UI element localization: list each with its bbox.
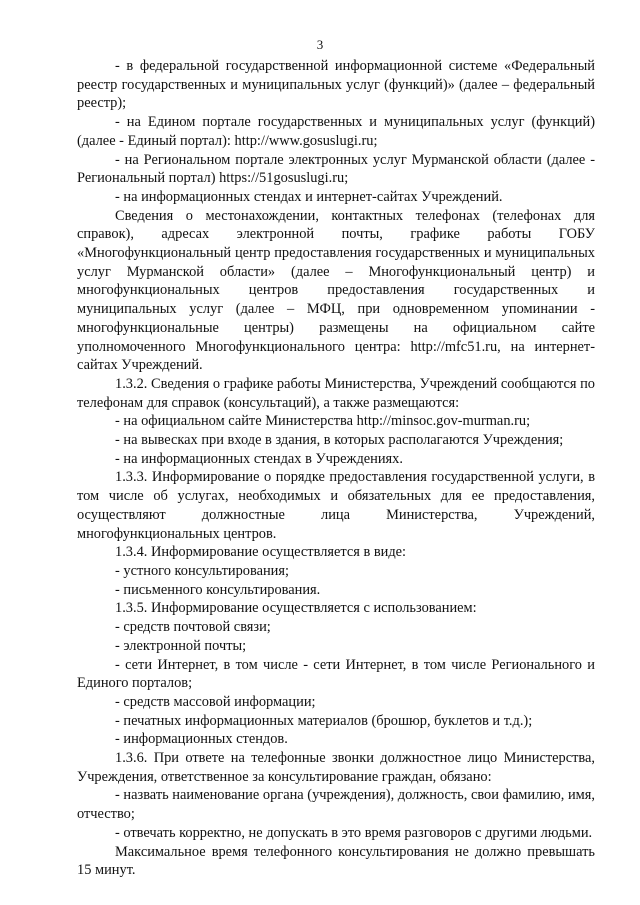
paragraph: - письменного консультирования. [115,581,321,598]
paragraph: - печатных информационных материалов (брошюр, буклетов и т.д.); [115,712,533,729]
paragraph: - средств почтовой связи; [115,619,271,636]
paragraph: - средств массовой информации; [115,693,316,710]
paragraph: - назвать наименование органа (учреждения), должность, свои фамилию, имя, отчество; [77,787,595,823]
document-body [77,57,595,880]
paragraph: Максимальное время телефонного консультирования не должно превышать 15 минут. [77,843,595,879]
paragraph: - электронной почты; [115,637,247,654]
paragraph: - устного консультирования; [115,562,289,579]
paragraph: - на вывесках при входе в здания, в которых располагаются Учреждения; [115,432,564,449]
page-number: 3 [316,37,324,52]
paragraph: - сети Интернет, в том числе - сети Интернет, в том числе Регионального и Единого порталов; [77,656,595,692]
paragraph: - на информационных стендах в Учреждениях. [115,450,403,467]
paragraph: 1.3.4. Информирование осуществляется в виде: [115,544,407,561]
paragraph: - на официальном сайте Министерства http://minsoc.gov-murman.ru; [115,413,531,430]
paragraph: - в федеральной государственной информационной системе «Федеральный реестр государственных и муниципальных услуг (функций)» (далее – федеральный реестр); [77,58,595,112]
paragraph: Сведения о местонахождении, контактных телефонах (телефонах для справок), адресах электронной почты, графике работы ГОБУ «Многофункциональный центр предоставления государственных и муниципальных услуг Мурманской области» (далее – Многофункциональный центр) и многофункциональных центров предоставления государственных и муниципальных услуг (далее – МФЦ, при одновременном упоминании - многофункциональные центры) размещены на официальном сайте уполномоченного Многофункционального центра: http://mfc51.ru, на интернет-сайтах Учреждений. [77,207,595,374]
paragraph: - информационных стендов. [115,731,288,748]
paragraph: 1.3.2. Сведения о графике работы Министерства, Учреждений сообщаются по телефонам для справок (консультаций), а также размещаются: [77,375,595,411]
paragraph: 1.3.5. Информирование осуществляется с использованием: [115,600,477,617]
paragraph: - отвечать корректно, не допускать в это время разговоров с другими людьми. [115,824,593,841]
paragraph: 1.3.3. Информирование о порядке предоставления государственной услуги, в том числе об услугах, необходимых и обязательных для ее предоставления, осуществляют должностные лица Министерства, Учреждений, многофункциональных центров. [77,469,595,542]
paragraph: 1.3.6. При ответе на телефонные звонки должностное лицо Министерства, Учреждения, ответственное за консультирование граждан, обязано: [77,750,595,785]
paragraph: - на информационных стендах и интернет-сайтах Учреждений. [115,188,503,205]
paragraph: - на Едином портале государственных и муниципальных услуг (функций) (далее - Единый портал): http://www.gosuslugi.ru; [77,114,595,149]
paragraph: - на Региональном портале электронных услуг Мурманской области (далее - Региональный портал) https://51gosuslugi.ru; [77,151,595,187]
